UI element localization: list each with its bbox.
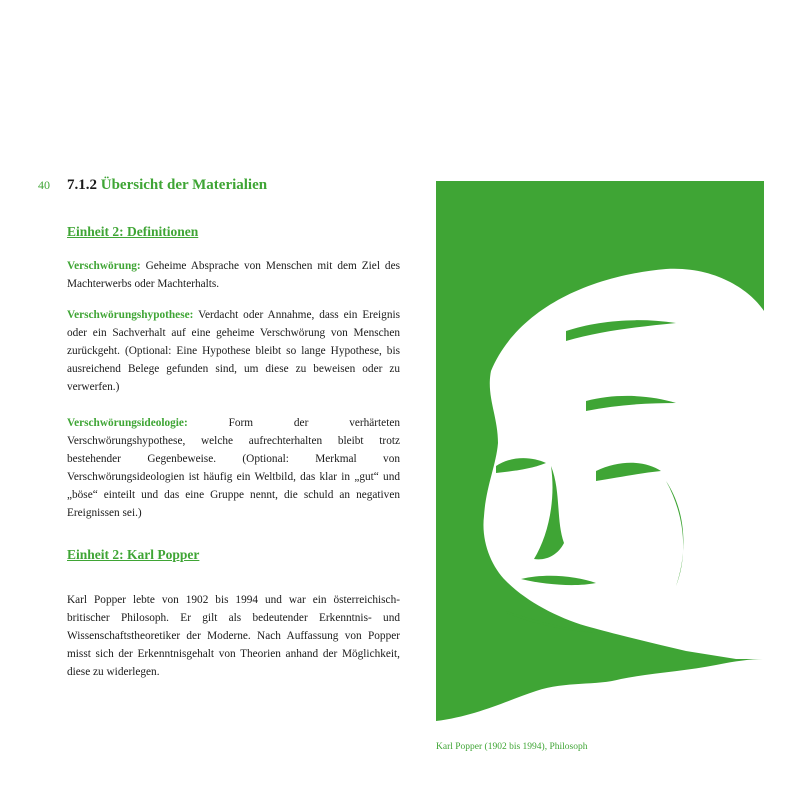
popper-text: Karl Popper lebte von 1902 bis 1994 und war ein österreichisch-britischer Philosoph. Er gilt als bedeutender Erkenntnis- und Wissenschaftstheoretiker der Moderne. Nach Auffassung von Popper misst sich der Erkenntnisgehalt von Theorien anhand der Möglichkeit, diese zu widerlegen. <box>67 594 400 678</box>
section-number: 7.1.2 <box>67 177 97 193</box>
popper-paragraph <box>67 591 400 681</box>
definition-conspiracy-ideology <box>67 414 400 522</box>
term-text: Form der verhärteten Verschwörungshypothese, welche aufrechterhalten bleibt trotz bestehender Gegenbeweise. (Optional: Merkmal von Verschwörungsideologien ist häufig ein Weltbild, das klar in „gut“ und „böse“ einteilt und das eine Gruppe nennt, die schuld an negativen Ereignissen sei.) <box>67 417 400 519</box>
term-label: Verschwörung: <box>67 260 141 272</box>
term-text: Verdacht oder Annahme, dass ein Ereignis oder ein Sachverhalt auf eine geheime Verschwörung von Menschen zurückgeht. (Optional: Eine Hypothese bleibt so lange Hypothese, bis ausreichend Belege gefunden sind, um diese zu beweisen oder zu verwerfen.) <box>67 309 400 393</box>
definition-conspiracy-hypothesis <box>67 306 400 396</box>
term-label: Verschwörungsideologie: <box>67 417 188 429</box>
section-heading <box>67 177 407 194</box>
term-label: Verschwörungshypothese: <box>67 309 194 321</box>
unit-heading-definitions: Einheit 2: Definitionen <box>67 224 199 239</box>
popper-portrait-image <box>436 181 764 727</box>
section-title: Übersicht der Materialien <box>100 177 268 193</box>
definition-conspiracy <box>67 257 400 293</box>
term-text: Geheime Absprache von Menschen mit dem Ziel des Machterwerbs oder Machterhalts. <box>67 260 400 290</box>
portrait-caption: Karl Popper (1902 bis 1994), Philosoph <box>436 742 588 752</box>
page-number: 40 <box>38 178 50 192</box>
unit-heading-popper: Einheit 2: Karl Popper <box>67 547 200 562</box>
